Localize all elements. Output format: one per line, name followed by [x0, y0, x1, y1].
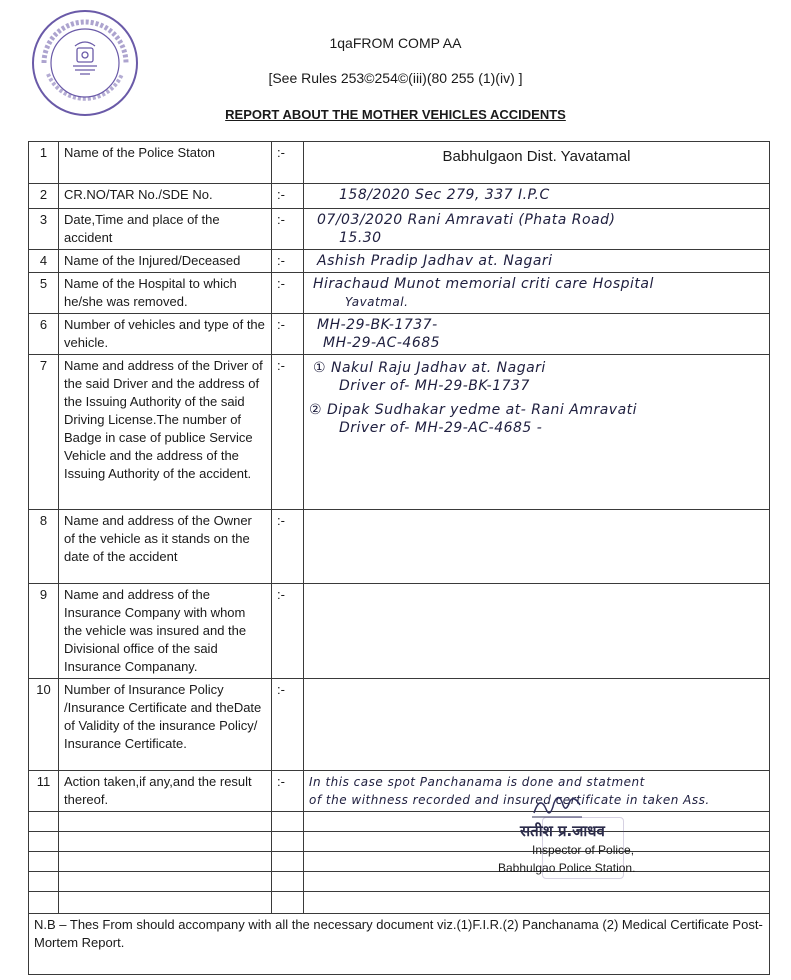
signatory-name: सतीश प्र.जाधव — [520, 822, 605, 840]
row-separator: :- — [272, 273, 304, 314]
row-label: Name of the Injured/Deceased — [59, 250, 272, 273]
row-number: 7 — [29, 355, 59, 510]
action-taken-line-2: of the withness recorded and insured certificate in taken Ass. — [309, 793, 710, 807]
table-row — [29, 142, 770, 184]
signatory-station: Babhulgao Police Station. — [498, 861, 636, 875]
row-number: 9 — [29, 584, 59, 679]
rules-reference: [See Rules 253©254©(iii)(80 255 (1)(iv) ] — [268, 70, 523, 86]
row-number: 4 — [29, 250, 59, 273]
vehicle-1-value: MH-29-BK-1737- — [317, 317, 438, 333]
driver-2-vehicle-value: Driver of- MH-29-AC-4685 - — [339, 420, 543, 436]
insurance-policy-value — [304, 679, 770, 771]
row-number: 6 — [29, 314, 59, 355]
driver-2-name-value: ② Dipak Sudhakar yedme at- Rani Amravati — [309, 402, 638, 418]
table-row — [29, 510, 770, 584]
row-number: 10 — [29, 679, 59, 771]
row-separator: :- — [272, 314, 304, 355]
row-label: Name and address of the Driver of the said Driver and the address of the Issuing Authority of the said Driving License.The number of Badge in case of publice Service Vehicle and the address of the Issuing Authority of the accident. — [59, 355, 272, 510]
row-number: 1 — [29, 142, 59, 184]
table-row — [29, 273, 770, 314]
row-number: 2 — [29, 184, 59, 209]
action-taken-line-1: In this case spot Panchanama is done and statment — [309, 775, 645, 789]
office-seal-stamp — [30, 8, 140, 118]
police-station-value: Babhulgaon Dist. Yavatamal — [442, 148, 631, 165]
footnote-row — [29, 914, 770, 975]
row-separator: :- — [272, 250, 304, 273]
case-number-value: 158/2020 Sec 279, 337 I.P.C — [339, 187, 550, 203]
table-row — [29, 679, 770, 771]
row-label: Name and address of the Owner of the vehicle as it stands on the date of the accident — [59, 510, 272, 584]
row-separator: :- — [272, 184, 304, 209]
row-separator: :- — [272, 355, 304, 510]
row-separator: :- — [272, 771, 304, 812]
signature-block — [470, 793, 710, 883]
vehicle-2-value: MH-29-AC-4685 — [323, 335, 441, 351]
accident-date-place-value: 07/03/2020 Rani Amravati (Phata Road) — [317, 212, 616, 228]
row-separator: :- — [272, 142, 304, 184]
table-row — [29, 355, 770, 510]
accident-time-value: 15.30 — [339, 230, 382, 246]
row-label: Name and address of the Insurance Company with whom the vehicle was insured and the Divisional office of the said Insurance Companany. — [59, 584, 272, 679]
row-number: 8 — [29, 510, 59, 584]
signatory-designation: Inspector of Police, — [532, 843, 635, 857]
hospital-city-value: Yavatmal. — [345, 295, 409, 309]
footnote-text: N.B – Thes From should accompany with all the necessary document viz.(1)F.I.R.(2) Panchanama (2) Medical Certificate Post- Mortem Report. — [29, 914, 770, 975]
hospital-name-value: Hirachaud Munot memorial criti care Hospital — [313, 276, 654, 292]
driver-1-vehicle-value: Driver of- MH-29-BK-1737 — [339, 378, 530, 394]
row-number: 3 — [29, 209, 59, 250]
row-separator: :- — [272, 510, 304, 584]
row-label: CR.NO/TAR No./SDE No. — [59, 184, 272, 209]
table-row — [29, 184, 770, 209]
row-label: Number of vehicles and type of the vehicle. — [59, 314, 272, 355]
driver-1-name-value: ① Nakul Raju Jadhav at. Nagari — [313, 360, 546, 376]
table-row — [29, 209, 770, 250]
row-label: Number of Insurance Policy /Insurance Certificate and theDate of Validity of the insurance Policy/ Insurance Certificate. — [59, 679, 272, 771]
row-label: Date,Time and place of the accident — [59, 209, 272, 250]
row-separator: :- — [272, 209, 304, 250]
table-row — [29, 584, 770, 679]
owner-value — [304, 510, 770, 584]
table-row — [29, 250, 770, 273]
form-code: 1qaFROM COMP AA — [329, 35, 462, 51]
report-title: REPORT ABOUT THE MOTHER VEHICLES ACCIDENTS — [225, 107, 566, 122]
insurance-company-value — [304, 584, 770, 679]
table-row — [29, 314, 770, 355]
injured-name-value: Ashish Pradip Jadhav at. Nagari — [317, 253, 553, 269]
row-separator: :- — [272, 679, 304, 771]
row-separator: :- — [272, 584, 304, 679]
row-label: Action taken,if any,and the result thereof. — [59, 771, 272, 812]
empty-row — [29, 892, 770, 914]
row-number: 11 — [29, 771, 59, 812]
row-label: Name of the Hospital to which he/she was removed. — [59, 273, 272, 314]
row-number: 5 — [29, 273, 59, 314]
row-label: Name of the Police Staton — [59, 142, 272, 184]
